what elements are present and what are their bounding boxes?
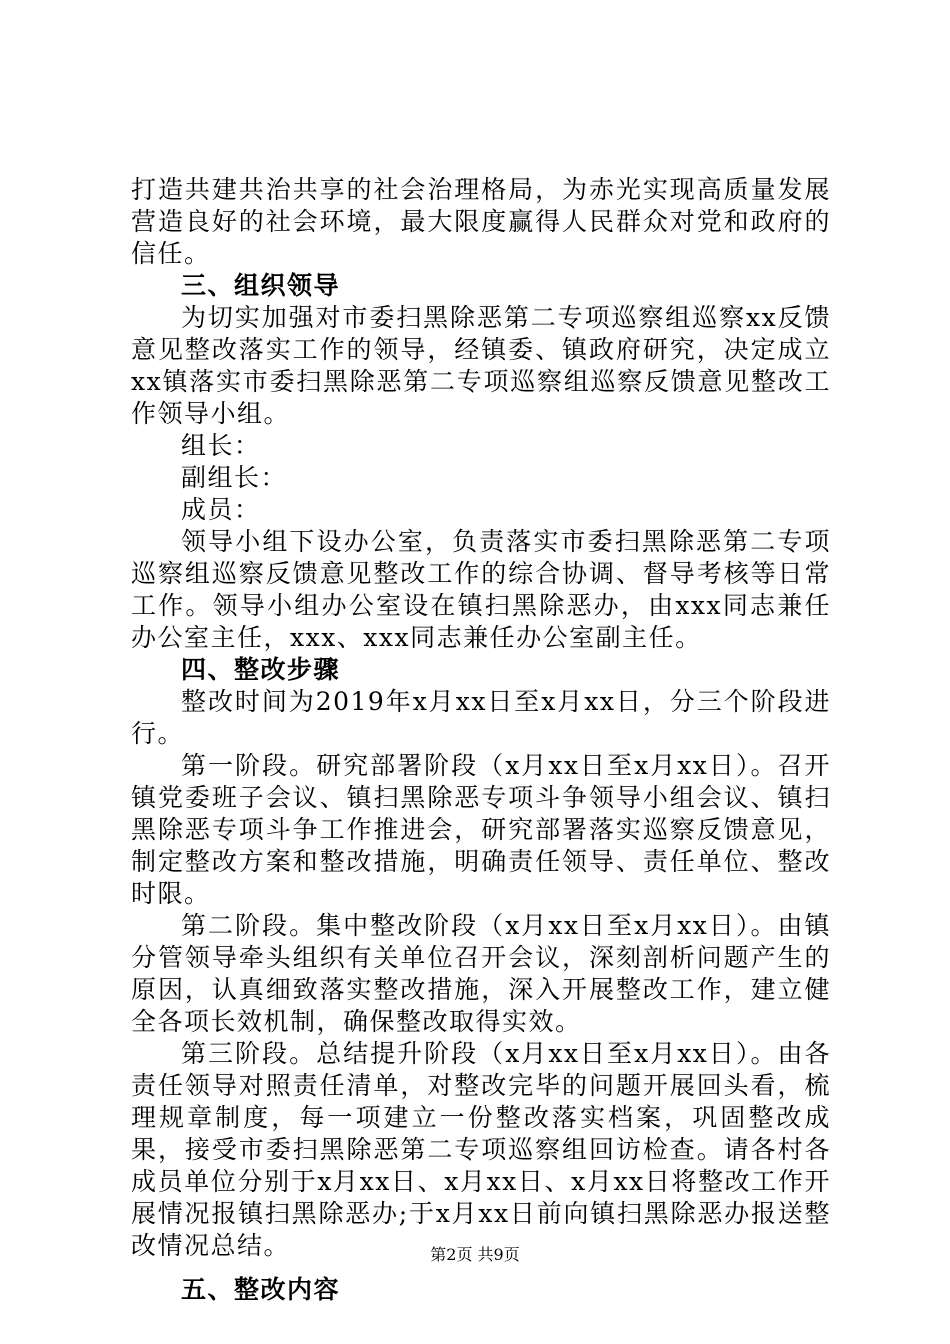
paragraph-leadership-group: 为切实加强对市委扫黑除恶第二专项巡察组巡察xx反馈意见整改落实工作的领导，经镇委、镇政府研究，决定成立xx镇落实市委扫黑除恶第二专项巡察组巡察反馈意见整改工作领导小组。 bbox=[131, 303, 831, 428]
paragraph-group-leader: 组长： bbox=[181, 431, 261, 460]
paragraph-deputy-leader: 副组长： bbox=[181, 463, 288, 492]
section-heading-steps: 四、整改步骤 bbox=[181, 655, 341, 684]
paragraph-intro: 打造共建共治共享的社会治理格局，为赤光实现高质量发展营造良好的社会环境，最大限度赢得人民群众对党和政府的信任。 bbox=[131, 175, 831, 268]
paragraph-phase-one: 第一阶段。研究部署阶段（x月xx日至x月xx日）。召开镇党委班子会议、镇扫黑除恶专项斗争领导小组会议、镇扫黑除恶专项斗争工作推进会，研究部署落实巡察反馈意见，制定整改方案和整改措施，明确责任领导、责任单位、整改时限。 bbox=[131, 751, 831, 908]
section-heading-organization: 三、组织领导 bbox=[181, 271, 341, 300]
paragraph-timeframe: 整改时间为2019年x月xx日至x月xx日，分三个阶段进行。 bbox=[131, 687, 831, 748]
section-heading-content: 五、整改内容 bbox=[181, 1275, 341, 1304]
paragraph-phase-three: 第三阶段。总结提升阶段（x月xx日至x月xx日）。由各责任领导对照责任清单，对整改完毕的问题开展回头看，梳理规章制度，每一项建立一份整改落实档案，巩固整改成果，接受市委扫黑除恶第二专项巡察组回访检查。请各村各成员单位分别于x月xx日、x月xx日、x月xx日将整改工作开展情况报镇扫黑除恶办;于x月xx日前向镇扫黑除恶办报送整改情况总结。 bbox=[131, 1039, 831, 1260]
paragraph-phase-two: 第二阶段。集中整改阶段（x月xx日至x月xx日）。由镇分管领导牵头组织有关单位召开会议，深刻剖析问题产生的原因，认真细致落实整改措施，深入开展整改工作，建立健全各项长效机制，确保整改取得实效。 bbox=[131, 911, 831, 1036]
paragraph-office: 领导小组下设办公室，负责落实市委扫黑除恶第二专项巡察组巡察反馈意见整改工作的综合协调、督导考核等日常工作。领导小组办公室设在镇扫黑除恶办，由xxx同志兼任办公室主任，xxx、xxx同志兼任办公室副主任。 bbox=[131, 527, 831, 652]
document-body bbox=[131, 174, 831, 1306]
page-number-footer: 第2页 共9页 bbox=[430, 1245, 520, 1264]
paragraph-members: 成员： bbox=[181, 495, 261, 524]
